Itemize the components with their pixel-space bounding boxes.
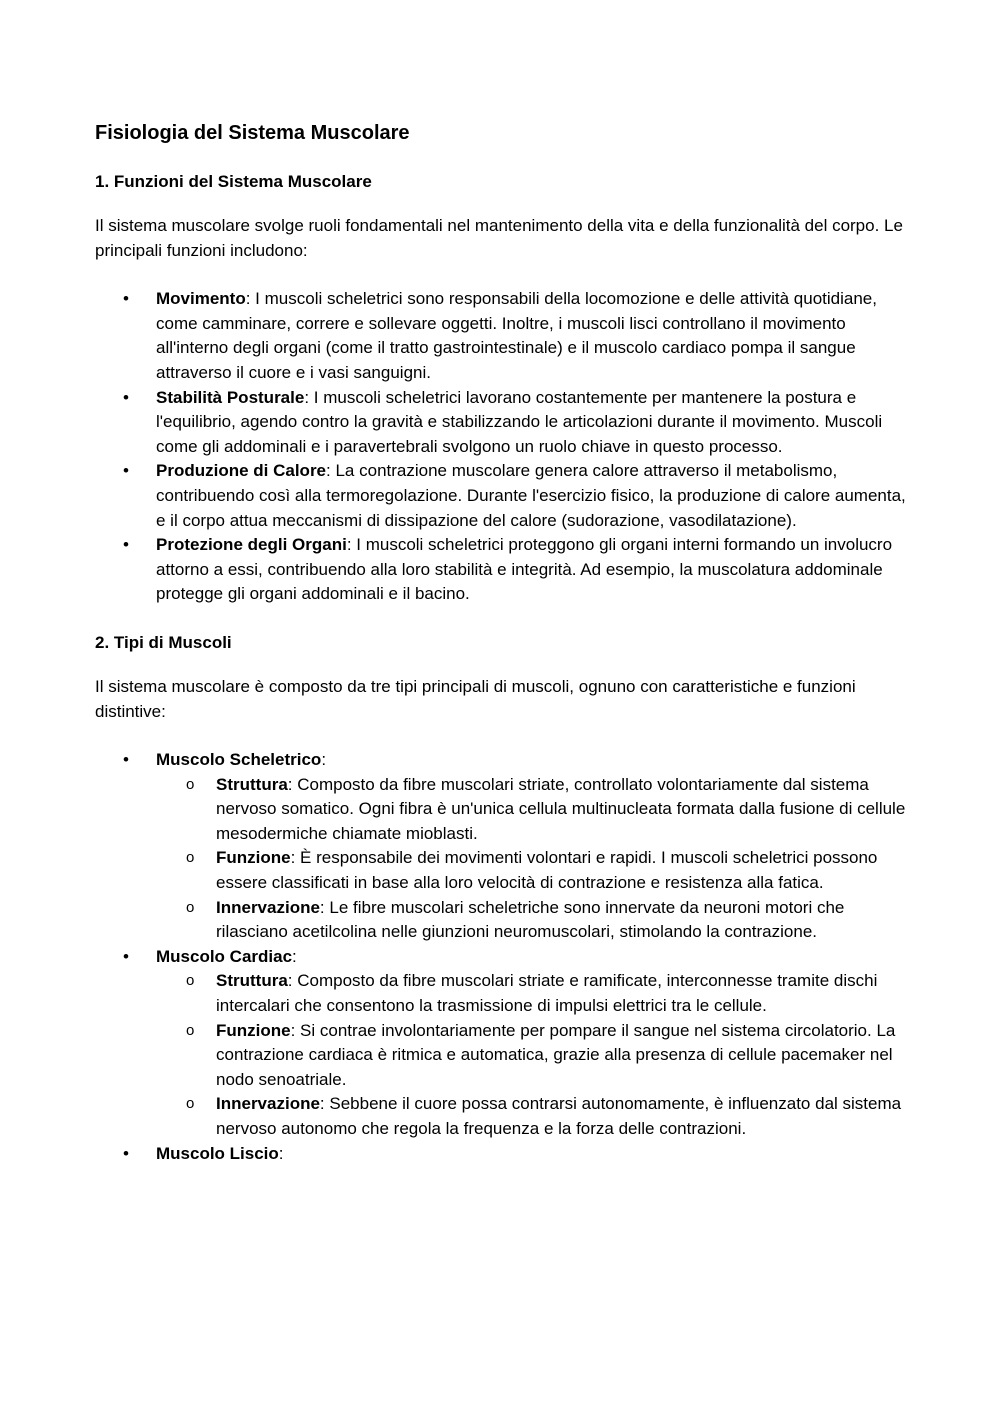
bullet-icon: • <box>123 946 129 966</box>
sub-list-item <box>156 1019 910 1093</box>
sub-item-text: : Le fibre muscolari scheletriche sono innervate da neuroni motori che rilasciano acetilcolina nelle giunzioni neuromuscolari, stimolando la contrazione. <box>216 897 845 942</box>
list-item <box>95 386 910 460</box>
bullet-icon: • <box>123 1143 129 1163</box>
sub-bullet-icon: o <box>186 775 195 793</box>
list-item-text: : I muscoli scheletrici sono responsabili della locomozione e delle attività quotidiane, come camminare, correre e sollevare oggetti. Inoltre, i muscoli lisci controllano il movimento all'interno degli organi (come il tratto gastrointestinale) e il muscolo cardiaco pompa il sangue attraverso il cuore e i vasi sanguigni. <box>156 289 877 382</box>
list-item <box>95 287 910 385</box>
sub-bullet-icon: o <box>186 898 195 916</box>
sub-list-item <box>156 969 910 1018</box>
sub-item-text: : Si contrae involontariamente per pompare il sangue nel sistema circolatorio. La contrazione cardiaca è ritmica e automatica, grazie alla presenza di cellule pacemaker nel nodo senoatriale. <box>216 1020 896 1089</box>
list-item-term: Muscolo Scheletrico <box>156 750 322 770</box>
list-item-text: : <box>278 1143 284 1163</box>
list-item-term: Movimento <box>156 289 246 309</box>
sub-bullet-icon: o <box>186 972 195 990</box>
bullet-icon: • <box>123 535 129 555</box>
document-title: Fisiologia del Sistema Muscolare <box>95 122 410 144</box>
sub-item-text: : Composto da fibre muscolari striate, controllato volontariamente dal sistema nervoso somatico. Ogni fibra è un'unica cellula multinucleata formata dalla fusione di cellule mesodermiche chiamate mioblasti. <box>216 774 906 843</box>
section-heading-funzioni: 1. Funzioni del Sistema Muscolare <box>95 172 372 191</box>
sub-list-scheletrico <box>156 773 910 945</box>
sub-item-text: : È responsabile dei movimenti volontari e rapidi. I muscoli scheletrici possono essere classificati in base alla loro velocità di contrazione e resistenza alla fatica. <box>216 848 878 893</box>
list-item <box>95 459 910 533</box>
list-item-cardiaco <box>95 945 910 1142</box>
sub-item-text: : Composto da fibre muscolari striate e ramificate, interconnesse tramite dischi intercalari che consentono la trasmissione di impulsi elettrici tra le cellule. <box>216 971 878 1016</box>
sub-bullet-icon: o <box>186 849 195 867</box>
sub-list-cardiaco <box>156 969 910 1141</box>
section-intro-tipi: Il sistema muscolare è composto da tre tipi principali di muscoli, ognuno con caratteristiche e funzioni distintive: <box>95 676 856 721</box>
sub-item-term: Struttura <box>216 774 288 794</box>
sub-list-item <box>156 773 910 847</box>
sub-list-item <box>156 896 910 945</box>
list-item-term: Produzione di Calore <box>156 461 327 481</box>
bullet-list-funzioni <box>95 287 910 607</box>
bullet-icon: • <box>123 387 129 407</box>
list-item-term: Stabilità Posturale <box>156 387 305 407</box>
document-page <box>95 118 910 1190</box>
list-item-term: Muscolo Cardiac <box>156 946 293 966</box>
list-item-liscio <box>95 1142 910 1167</box>
section-intro-funzioni: Il sistema muscolare svolge ruoli fondamentali nel mantenimento della vita e della funzionalità del corpo. Le principali funzioni includono: <box>95 216 903 260</box>
sub-item-term: Innervazione <box>216 1094 320 1114</box>
bullet-list-tipi <box>95 748 910 1166</box>
sub-item-term: Funzione <box>216 1020 291 1040</box>
list-item-text: : La contrazione muscolare genera calore attraverso il metabolismo, contribuendo così alla termoregolazione. Durante l'esercizio fisico, la produzione di calore aumenta, e il corpo attua meccanismi di dissipazione del calore (sudorazione, vasodilatazione). <box>156 461 906 530</box>
list-item-term: Protezione degli Organi <box>156 535 347 555</box>
sub-bullet-icon: o <box>186 1095 195 1113</box>
bullet-icon: • <box>123 750 129 770</box>
sub-item-text: : Sebbene il cuore possa contrarsi autonomamente, è influenzato dal sistema nervoso autonomo che regola la frequenza e la forza delle contrazioni. <box>216 1094 902 1138</box>
sub-item-term: Innervazione <box>216 897 320 917</box>
list-item-text: : I muscoli scheletrici proteggono gli organi interni formando un involucro attorno a essi, contribuendo alla loro stabilità e integrità. Ad esempio, la muscolatura addominale protegge gli organi addominali e il bacino. <box>156 535 893 604</box>
list-item-term: Muscolo Liscio <box>156 1143 279 1163</box>
sub-bullet-icon: o <box>186 1021 195 1039</box>
list-item-text: : <box>292 946 297 966</box>
sub-list-item <box>156 846 910 895</box>
section-heading-tipi: 2. Tipi di Muscoli <box>95 632 232 652</box>
sub-item-term: Funzione <box>216 848 291 868</box>
list-item-text: : <box>321 750 327 770</box>
list-item-text: : I muscoli scheletrici lavorano costantemente per mantenere la postura e l'equilibrio, agendo contro la gravità e stabilizzando le articolazioni durante il movimento. Muscoli come gli addominali e i paravertebrali svolgono un ruolo chiave in questo processo. <box>156 387 883 456</box>
bullet-icon: • <box>123 289 129 309</box>
sub-item-term: Struttura <box>216 971 288 991</box>
sub-list-item <box>156 1092 910 1141</box>
list-item <box>95 533 910 607</box>
list-item-scheletrico <box>95 748 910 945</box>
bullet-icon: • <box>123 461 129 481</box>
